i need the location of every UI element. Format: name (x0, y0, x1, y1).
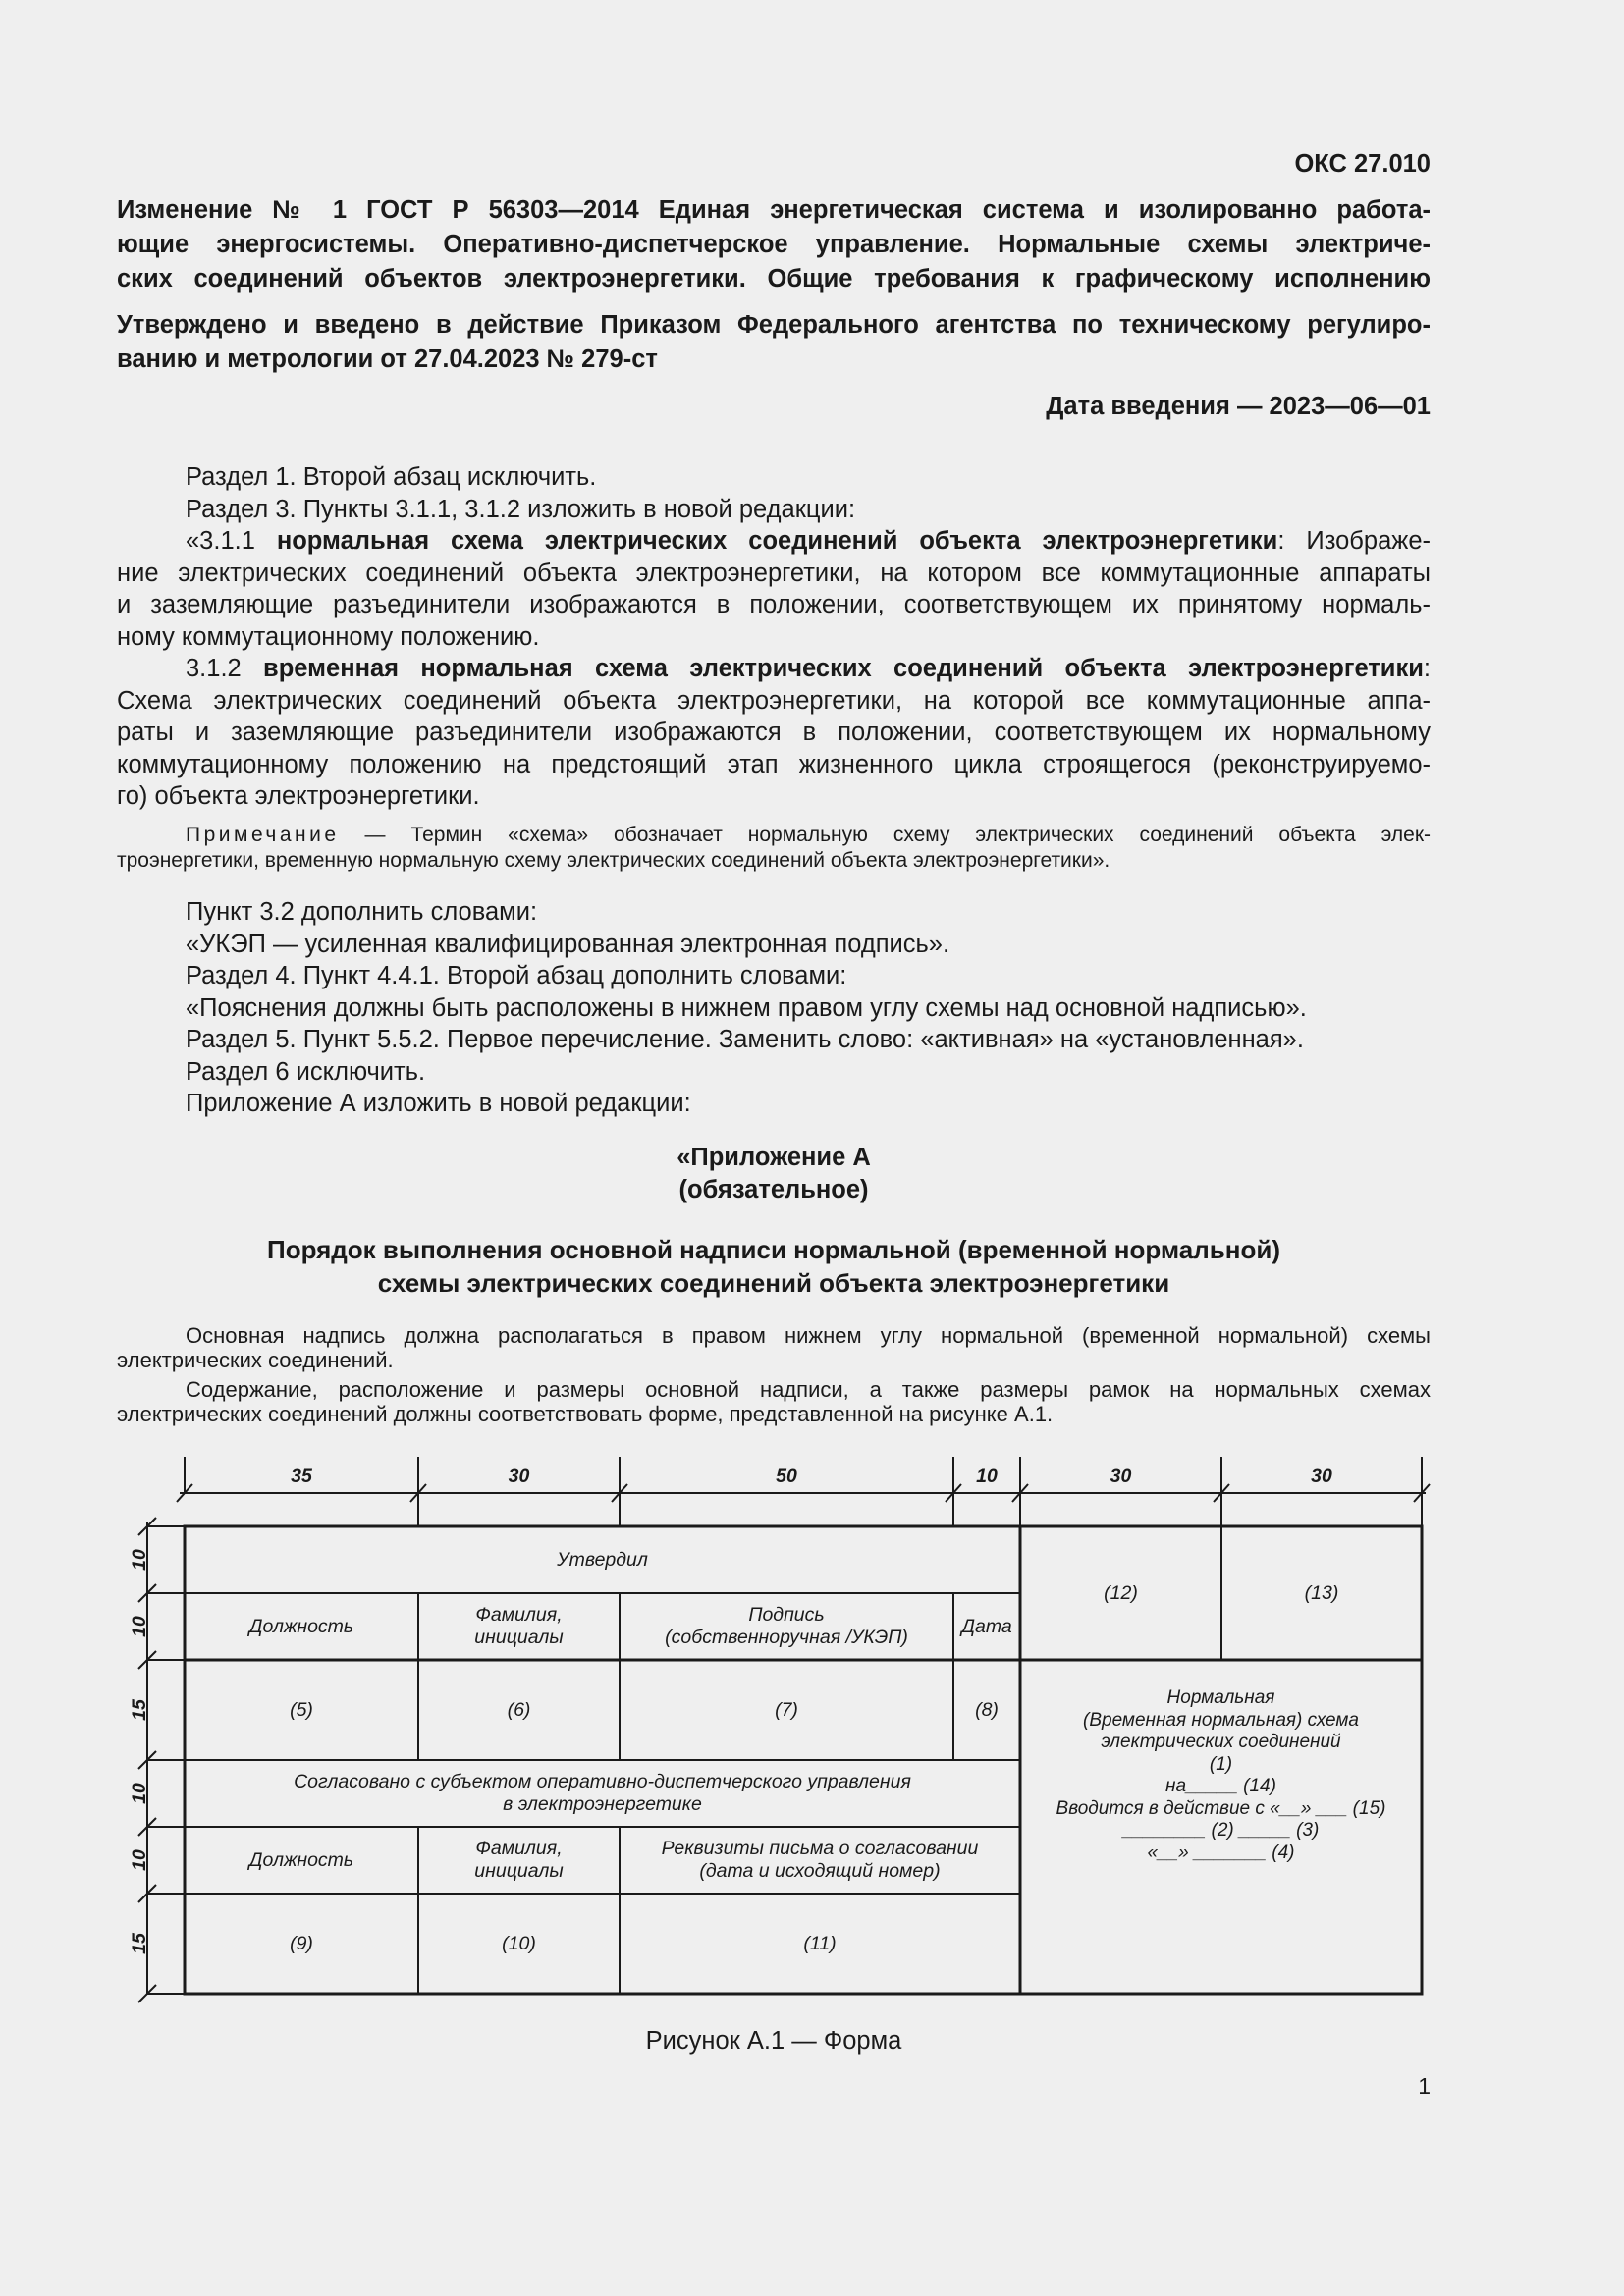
scheme-line: Нормальная (1166, 1687, 1275, 1708)
col-dim-label: 30 (508, 1465, 530, 1487)
field-6: (6) (507, 1698, 531, 1721)
col-dim-label: 10 (976, 1465, 998, 1487)
definition-line: раты и заземляющие разъединители изображаются в положении, соответствующем их нормальному (117, 719, 1431, 746)
note: Примечание — Термин «схема» обозначает нормальную схему электрических соединений объекта элек- троэнергетики, временную нормальную схему электрических соединений объекта электроэнергетики». (117, 824, 1431, 872)
definition-line: ному коммутационному положению. (117, 622, 540, 651)
agreed-header: Согласовано с субъектом оперативно-диспетчерского управления в электроэнергетике (294, 1771, 911, 1815)
title-line: ских соединений объектов электроэнергетики. Общие требования к графическому исполнению (117, 265, 1431, 293)
definition-line: коммутационному положению на предстоящий этап жизненного цикла строящегося (реконструируемо- (117, 750, 1431, 778)
field-5: (5) (290, 1698, 313, 1721)
surname-header: Фамилия, инициалы (474, 1604, 564, 1648)
surname-header-2: Фамилия, инициалы (474, 1838, 564, 1882)
col-dim-label: 35 (291, 1465, 312, 1487)
appendix-status: (обязательное) (678, 1176, 869, 1203)
definition-311: «3.1.1 нормальная схема электрических соединений объекта электроэнергетики: Изображе- (186, 527, 1431, 555)
paragraph: «Пояснения должны быть расположены в нижнем правом углу схемы над основной надписью». (186, 993, 1307, 1022)
col-dim-label: 30 (1311, 1465, 1332, 1487)
definition-line: и заземляющие разъединители изображаются в положении, соответствующем их принятому нормаль- (117, 591, 1431, 618)
row-dim-label: 15 (128, 1699, 150, 1721)
paragraph: Приложение А изложить в новой редакции: (186, 1090, 691, 1117)
definition-line: го) объекта электроэнергетики. (117, 782, 480, 810)
scheme-line: (Временная нормальная) схема (1083, 1709, 1359, 1731)
field-12: (12) (1104, 1581, 1138, 1604)
appendix-label: «Приложение А (677, 1144, 871, 1171)
approval-line: Утверждено и введено в действие Приказом Федерального агентства по техническому регулиро- (117, 311, 1431, 339)
paragraph: электрических соединений должны соответствовать форме, представленной на рисунке А.1. (117, 1402, 1054, 1426)
date-header: Дата (961, 1615, 1012, 1637)
paragraph: «УКЭП — усиленная квалифицированная электронная подпись». (186, 930, 950, 958)
appendix-title-line: схемы электрических соединений объекта электроэнергетики (377, 1268, 1170, 1298)
scheme-line: ________ (2) _____ (3) (1122, 1820, 1320, 1841)
definition-line: ние электрических соединений объекта электроэнергетики, на котором все коммутационные аппараты (117, 559, 1431, 587)
row-dim-label: 10 (128, 1549, 150, 1571)
row-dim-label: 15 (128, 1933, 150, 1954)
paragraph: Раздел 6 исключить. (186, 1057, 426, 1086)
introduction-date: Дата введения — 2023—06—01 (1046, 393, 1431, 420)
field-9: (9) (290, 1932, 313, 1954)
title-line: ющие энергосистемы. Оперативно-диспетчерское управление. Нормальные схемы электриче- (117, 231, 1431, 258)
field-8: (8) (975, 1698, 999, 1721)
appendix-title-line: Порядок выполнения основной надписи нормальной (временной нормальной) (267, 1235, 1280, 1264)
oks-code: ОКС 27.010 (1294, 150, 1431, 178)
field-13: (13) (1304, 1581, 1339, 1604)
definition-312: 3.1.2 временная нормальная схема электрических соединений объекта электроэнергетики: (186, 655, 1431, 682)
position-header: Должность (248, 1615, 354, 1637)
paragraph: Содержание, расположение и размеры основной надписи, а также размеры рамок на нормальных схемах (186, 1377, 1431, 1402)
note-line: троэнергетики, временную нормальную схему электрических соединений объекта электроэнергетики». (117, 849, 1110, 872)
col-dim-label: 30 (1110, 1465, 1132, 1487)
field-7: (7) (775, 1698, 798, 1721)
paragraph: Раздел 4. Пункт 4.4.1. Второй абзац дополнить словами: (186, 962, 847, 989)
scheme-title-block (1020, 1660, 1422, 1892)
paragraph: Пункт 3.2 дополнить словами: (186, 898, 538, 926)
row-dim-label: 10 (128, 1616, 150, 1637)
scheme-line: (1) (1209, 1753, 1233, 1775)
scheme-line: на_____ (14) (1165, 1776, 1276, 1796)
definition-line: Схема электрических соединений объекта электроэнергетики, на которой все коммутационные аппа- (117, 686, 1431, 715)
figure-caption: Рисунок А.1 — Форма (645, 2027, 902, 2055)
paragraph: Раздел 1. Второй абзац исключить. (186, 463, 597, 491)
col-dim-label: 50 (776, 1465, 797, 1487)
letter-details-header: Реквизиты письма о согласовании (дата и исходящий номер) (661, 1838, 979, 1882)
approval-line: ванию и метрологии от 27.04.2023 № 279-ст (117, 346, 658, 373)
paragraph: Раздел 5. Пункт 5.5.2. Первое перечисление. Заменить слово: «активная» на «установленная». (186, 1026, 1304, 1053)
title-line: Изменение № 1 ГОСТ Р 56303—2014 Единая энергетическая система и изолированно работа- (117, 196, 1431, 224)
paragraph: Основная надпись должна располагаться в правом нижнем углу нормальной (временной нормальной) схемы (186, 1323, 1431, 1348)
approved-header: Утвердил (557, 1548, 648, 1571)
page-number: 1 (1418, 2073, 1431, 2099)
scheme-line: Вводится в действие с «__» ___ (15) (1056, 1797, 1386, 1819)
paragraph: Раздел 3. Пункты 3.1.1, 3.1.2 изложить в новой редакции: (186, 495, 856, 523)
row-dim-label: 10 (128, 1783, 150, 1804)
scheme-line: «__» _______ (4) (1147, 1842, 1295, 1863)
field-11: (11) (803, 1932, 837, 1954)
term-temporary-scheme: временная нормальная схема электрических соединений объекта электроэнергетики (263, 655, 1424, 682)
scheme-line: электрических соединений (1101, 1732, 1341, 1752)
signature-header: Подпись (собственноручная /УКЭП) (665, 1604, 908, 1648)
paragraph: электрических соединений. (117, 1348, 394, 1372)
note-label: Примечание (186, 824, 340, 846)
term-normal-scheme: нормальная схема электрических соединений объекта электроэнергетики (276, 527, 1278, 555)
row-dim-label: 10 (128, 1849, 150, 1871)
position-header-2: Должность (248, 1848, 354, 1871)
field-10: (10) (502, 1932, 536, 1954)
